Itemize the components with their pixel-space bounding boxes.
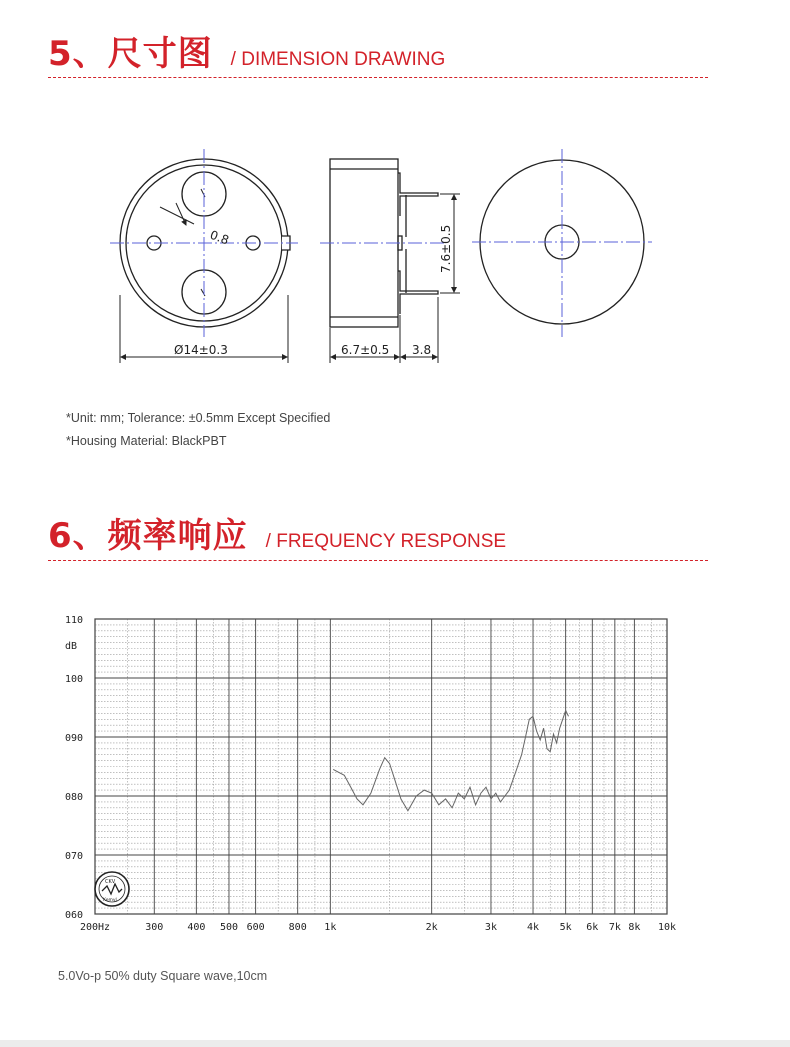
y-tick-label: 080 [65, 792, 84, 803]
y-tick-label: 100 [65, 674, 84, 685]
diameter-dimension-label: Ø14±0.3 [174, 343, 228, 357]
section-divider [48, 77, 708, 78]
pin-length-label: 3.8 [412, 343, 432, 357]
bottom-view [470, 145, 655, 340]
x-tick-label: 10k [657, 922, 677, 933]
svg-text:CKV: CKV [105, 879, 116, 885]
cmk-stamp [95, 872, 129, 906]
dimension-drawing [100, 145, 460, 370]
x-tick-label: 7k [608, 922, 621, 933]
page-bottom-band [0, 1040, 790, 1047]
height-dimension-label: 7.6±0.5 [439, 224, 453, 273]
x-tick-label: 200Hz [79, 922, 111, 933]
svg-text:Kemyl: Kemyl [103, 898, 117, 903]
section-heading-cn: 5、尺寸图 [48, 34, 213, 74]
section-title-frequency [48, 508, 506, 557]
test-condition-caption: 5.0Vo-p 50% duty Square wave,10cm [58, 969, 268, 983]
material-note: *Housing Material: BlackPBT [66, 434, 227, 448]
section-title-dimension [48, 26, 445, 75]
section-heading-cn: 6、频率响应 [48, 516, 248, 556]
x-tick-label: 2k [425, 922, 438, 933]
x-tick-label: 600 [246, 922, 265, 933]
x-tick-label: 4k [527, 922, 540, 933]
y-tick-label: 090 [65, 733, 84, 744]
x-tick-label: 400 [187, 922, 206, 933]
frequency-response-chart [55, 605, 695, 945]
y-tick-label: 060 [65, 910, 84, 921]
unit-note: *Unit: mm; Tolerance: ±0.5mm Except Specified [66, 411, 331, 425]
section-heading-en: / FREQUENCY RESPONSE [265, 531, 507, 552]
x-tick-label: 8k [628, 922, 641, 933]
x-tick-label: 5k [559, 922, 572, 933]
x-tick-label: 500 [219, 922, 239, 933]
x-tick-label: 3k [484, 922, 497, 933]
x-tick-label: 1k [324, 922, 337, 933]
x-tick-label: 6k [586, 922, 599, 933]
x-tick-label: 300 [145, 922, 164, 933]
body-width-label: 6.7±0.5 [341, 343, 390, 357]
section-heading-en: / DIMENSION DRAWING [230, 49, 446, 70]
y-tick-label: 110 [65, 615, 84, 626]
y-axis-unit-label: dB [65, 641, 78, 652]
x-tick-label: 800 [288, 922, 307, 933]
hole-dimension-label: 0.8 [208, 227, 231, 248]
y-tick-label: 070 [65, 851, 84, 862]
section-divider [48, 560, 708, 561]
